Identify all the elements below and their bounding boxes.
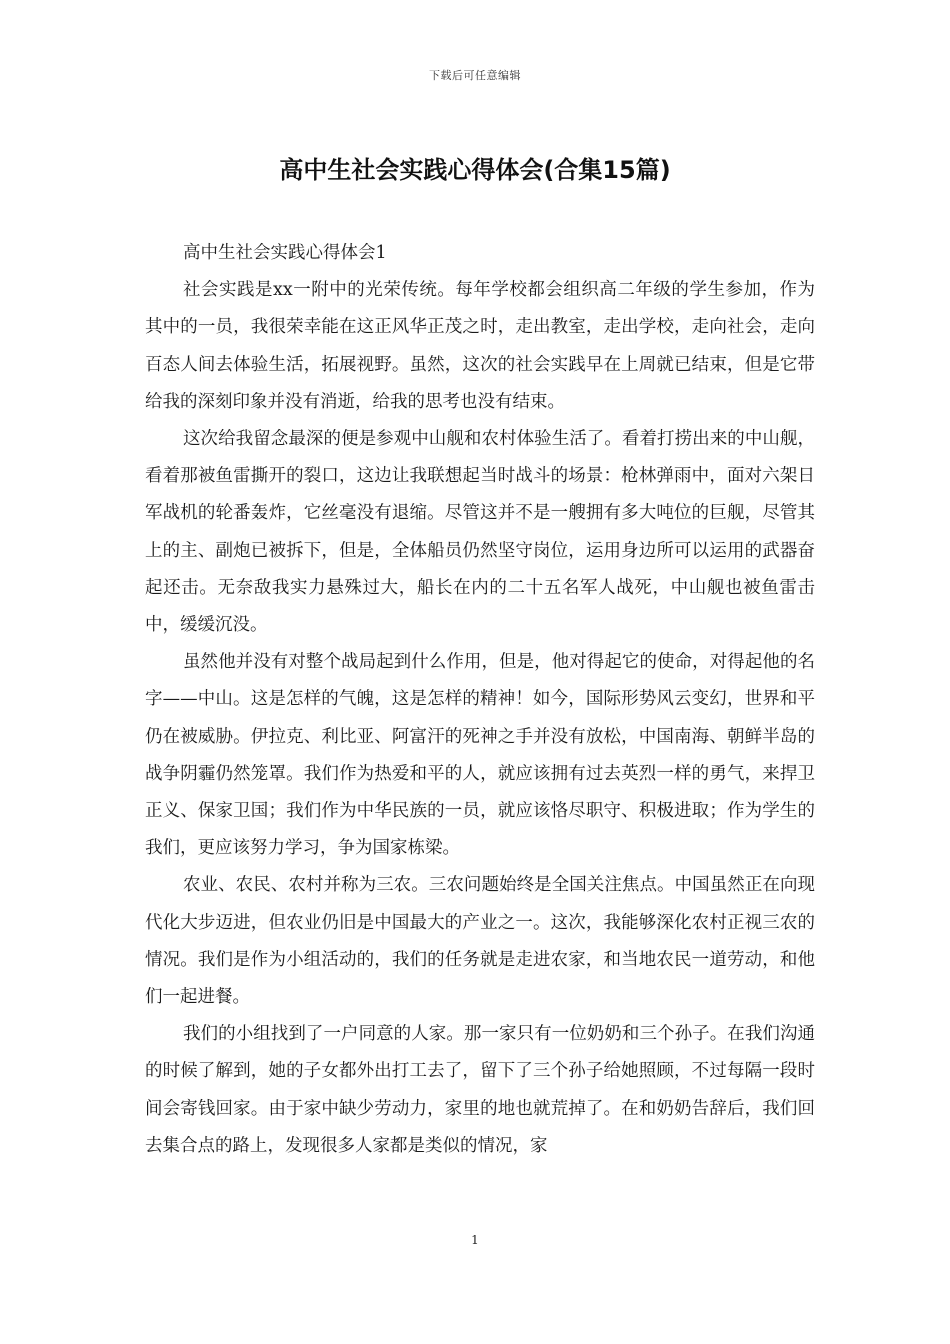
paragraph: 我们的小组找到了一户同意的人家。那一家只有一位奶奶和三个孙子。在我们沟通的时候了解到，她的子女都外出打工去了，留下了三个孙子给她照顾，不过每隔一段时间会寄钱回家。由于家中缺少劳动力，家里的地也就荒掉了。在和奶奶告辞后，我们回去集合点的路上，发现很多人家都是类似的情况，家 bbox=[145, 1024, 815, 1156]
paragraph: 虽然他并没有对整个战局起到什么作用，但是，他对得起它的使命，对得起他的名字——中山。这是怎样的气魄，这是怎样的精神！如今，国际形势风云变幻，世界和平仍在被威胁。伊拉克、利比亚、阿富汗的死神之手并没有放松，中国南海、朝鲜半岛的战争阴霾仍然笼罩。我们作为热爱和平的人，就应该拥有过去英烈一样的勇气，来捍卫正义、保家卫国；我们作为中华民族的一员，就应该恪尽职守、积极进取；作为学生的我们，更应该努力学习，争为国家栋梁。 bbox=[145, 652, 815, 859]
paragraph: 农业、农民、农村并称为三农。三农问题始终是全国关注焦点。中国虽然正在向现代化大步迈进，但农业仍旧是中国最大的产业之一。这次，我能够深化农村正视三农的情况。我们是作为小组活动的，我们的任务就是走进农家，和当地农民一道劳动，和他们一起进餐。 bbox=[145, 875, 815, 1008]
section-heading: 高中生社会实践心得体会1 bbox=[183, 243, 387, 263]
document-body bbox=[145, 235, 815, 1165]
paragraph: 社会实践是xx一附中的光荣传统。每年学校都会组织高二年级的学生参加，作为其中的一员，我很荣幸能在这正风华正茂之时，走出教室，走出学校，走向社会，走向百态人间去体验生活，拓展视野。虽然，这次的社会实践早在上周就已结束，但是它带给我的深刻印象并没有消逝，给我的思考也没有结束。 bbox=[145, 280, 815, 412]
paragraph: 这次给我留念最深的便是参观中山舰和农村体验生活了。看着打捞出来的中山舰，看着那被鱼雷撕开的裂口，这边让我联想起当时战斗的场景：枪林弹雨中，面对六架日军战机的轮番轰炸，它丝毫没有退缩。尽管这并不是一艘拥有多大吨位的巨舰，尽管其上的主、副炮已被拆下，但是，全体船员仍然坚守岗位，运用身边所可以运用的武器奋起还击。无奈敌我实力悬殊过大，船长在内的二十五名军人战死，中山舰也被鱼雷击中，缓缓沉没。 bbox=[145, 429, 815, 636]
document-title: 高中生社会实践心得体会(合集15篇) bbox=[279, 156, 671, 184]
page-header-note: 下载后可任意编辑 bbox=[429, 69, 521, 82]
page-number: 1 bbox=[471, 1233, 479, 1247]
